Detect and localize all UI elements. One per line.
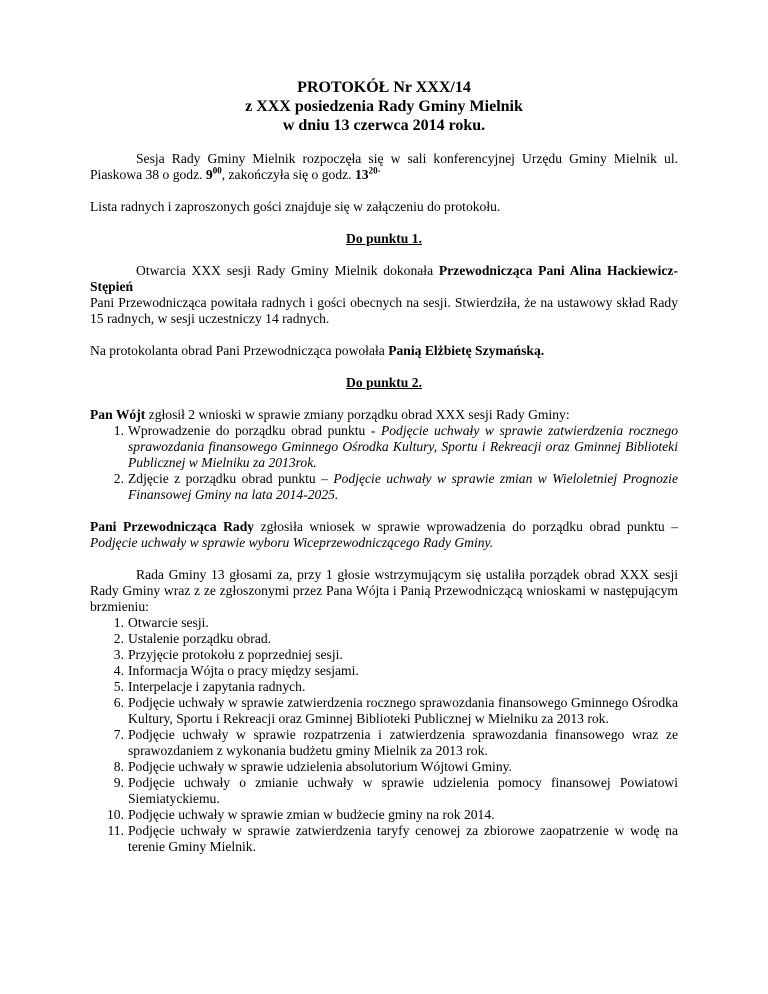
list-item: 10. Podjęcie uchwały w sprawie zmian w budżecie gminy na rok 2014.: [107, 807, 495, 822]
title-line-1: PROTOKÓŁ Nr XXX/14: [297, 79, 471, 96]
list-item: 8. Podjęcie uchwały w sprawie udzielenia absolutorium Wójtowi Gminy.: [113, 759, 512, 774]
title-line-3: w dniu 13 czerwca 2014 roku.: [282, 117, 486, 134]
list-item: 3. Przyjęcie protokołu z poprzedniej sesji.: [113, 647, 343, 662]
list-item: 1. Otwarcie sesji.: [113, 615, 209, 630]
document-title: [90, 78, 678, 135]
section-heading-2: Do punktu 2.: [346, 375, 422, 390]
minutes-taker-paragraph: Na protokolanta obrad Pani Przewodnicząca powołała Panią Elżbietę Szymańską.: [90, 343, 545, 358]
chair-motion-paragraph: Pani Przewodnicząca Rady zgłosiła wniosek w sprawie wprowadzenia do porządku obrad punktu – Podjęcie uchwały w sprawie wyboru Wiceprzewodniczącego Rady Gminy.: [90, 519, 678, 550]
agenda-approval-paragraph: Rada Gminy 13 głosami za, przy 1 głosie wstrzymującym się ustaliła porządek obrad XXX sesji Rady Gminy wraz z ze zgłoszonymi przez Pana Wójta i Panią Przewodniczącą wnioskami w następującym brzmieniu:: [90, 567, 678, 614]
list-item: 7. Podjęcie uchwały w sprawie rozpatrzenia i zatwierdzenia sprawozdania finansowego wraz ze sprawozdaniem z wykonania budżetu gminy Mielnik za 2013 rok.: [113, 727, 678, 758]
title-line-2: z XXX posiedzenia Rady Gminy Mielnik: [245, 98, 523, 115]
mayor-motions-intro: Pan Wójt zgłosił 2 wnioski w sprawie zmiany porządku obrad XXX sesji Rady Gminy:: [90, 407, 570, 422]
attendance-list-note: Lista radnych i zaproszonych gości znajduje się w załączeniu do protokołu.: [90, 199, 501, 214]
list-item: 5. Interpelacje i zapytania radnych.: [113, 679, 306, 694]
list-item: 2. Ustalenie porządku obrad.: [113, 631, 272, 646]
mayor-motions-list: [90, 423, 678, 503]
agenda-list: [90, 615, 678, 855]
session-times-paragraph: Sesja Rady Gminy Mielnik rozpoczęła się w sali konferencyjnej Urzędu Gminy Mielnik ul. Piaskowa 38 o godz. $9^{00}$, zakończyła się o godz. $13^{20-}$: [90, 151, 678, 182]
list-item: 9. Podjęcie uchwały o zmianie uchwały w sprawie udzielenia pomocy finansowej Powiatowi Siemiatyckiemu.: [113, 775, 678, 806]
list-item: 11. Podjęcie uchwały w sprawie zatwierdzenia taryfy cenowej za zbiorowe zaopatrzenie w wodę na terenie Gminy Mielnik.: [107, 823, 678, 854]
list-item: 2. Zdjęcie z porządku obrad punktu – Podjęcie uchwały w sprawie zmian w Wieloletniej Prognozie Finansowej Gminy na lata 2014-2025.: [113, 471, 678, 502]
section-heading-1: Do punktu 1.: [346, 231, 422, 246]
opening-paragraph: Otwarcia XXX sesji Rady Gminy Mielnik dokonała Przewodnicząca Pani Alina Hackiewicz-Stępień: [90, 263, 678, 294]
quorum-paragraph: Pani Przewodnicząca powitała radnych i gości obecnych na sesji. Stwierdziła, że na ustawowy skład Rady 15 radnych, w sesji uczestniczy 14 radnych.: [90, 295, 678, 326]
list-item: 4. Informacja Wójta o pracy między sesjami.: [113, 663, 359, 678]
list-item: 6. Podjęcie uchwały w sprawie zatwierdzenia rocznego sprawozdania finansowego Gminnego Ośrodka Kultury, Sportu i Rekreacji oraz Gminnej Biblioteki Publicznej w Mielniku za 2013 rok.: [113, 695, 678, 726]
list-item: 1. Wprowadzenie do porządku obrad punktu - Podjęcie uchwały w sprawie zatwierdzenia rocznego sprawozdania finansowego Gminnego Ośrodka Kultury, Sportu i Rekreacji oraz Gminnej Biblioteki Publicznej w Mielniku za 2013rok.: [113, 423, 678, 470]
